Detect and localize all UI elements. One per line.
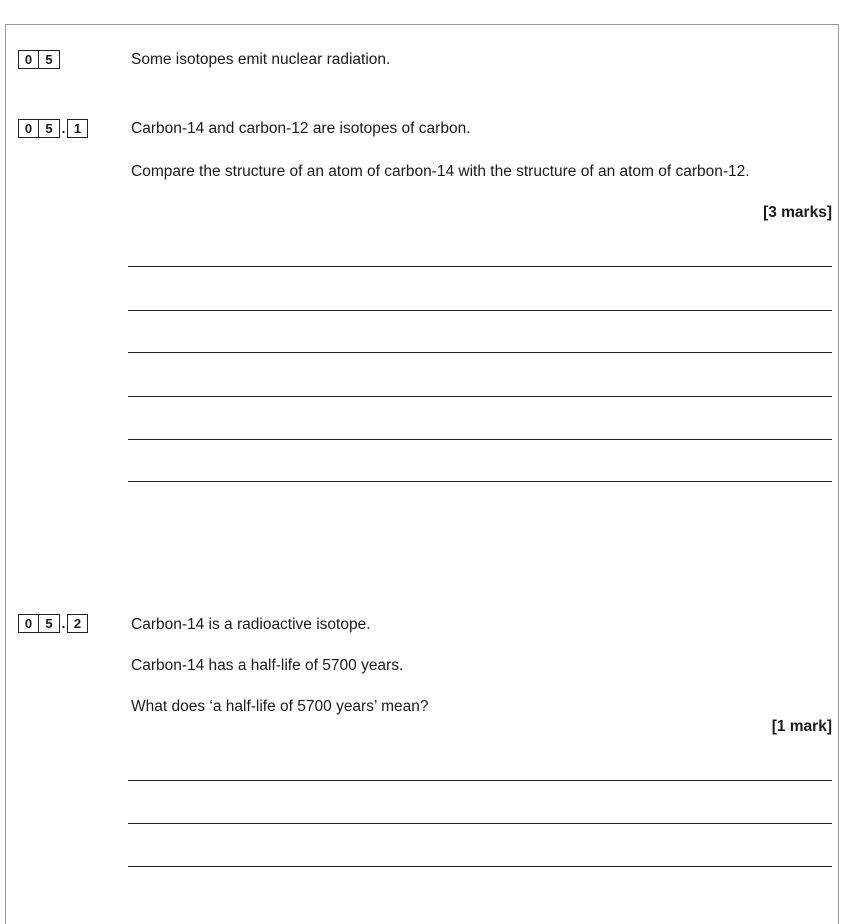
answer-line[interactable] <box>128 866 832 867</box>
question-05-1-statement: Carbon-14 and carbon-12 are isotopes of carbon. <box>131 120 471 137</box>
question-dot: . <box>61 615 66 631</box>
answer-line[interactable] <box>128 439 832 440</box>
answer-line[interactable] <box>128 823 832 824</box>
question-number-05-1 <box>18 119 88 138</box>
question-05-2-prompt: What does ‘a half-life of 5700 years’ mean? <box>131 698 429 715</box>
question-subdigit-box: 1 <box>67 119 88 138</box>
answer-line[interactable] <box>128 481 832 482</box>
exam-page <box>5 24 839 924</box>
question-digit-box: 5 <box>39 614 60 633</box>
answer-line[interactable] <box>128 266 832 267</box>
answer-line[interactable] <box>128 310 832 311</box>
question-05-1-prompt: Compare the structure of an atom of carbon-14 with the structure of an atom of carbon-12. <box>131 163 750 180</box>
answer-line[interactable] <box>128 396 832 397</box>
question-digit-box: 0 <box>18 119 39 138</box>
question-number-05 <box>18 50 60 69</box>
question-digit-box: 5 <box>39 50 60 69</box>
question-digit-box: 0 <box>18 50 39 69</box>
question-05-2-marks: [1 mark] <box>771 718 832 735</box>
question-digit-box: 0 <box>18 614 39 633</box>
question-05-intro: Some isotopes emit nuclear radiation. <box>131 51 391 68</box>
question-digit-box: 5 <box>39 119 60 138</box>
question-number-05-2 <box>18 614 88 633</box>
question-dot: . <box>61 120 66 136</box>
question-05-2-info: Carbon-14 has a half-life of 5700 years. <box>131 657 404 674</box>
question-05-2-statement: Carbon-14 is a radioactive isotope. <box>131 616 371 633</box>
question-subdigit-box: 2 <box>67 614 88 633</box>
answer-line[interactable] <box>128 352 832 353</box>
question-05-1-marks: [3 marks] <box>763 204 832 221</box>
answer-line[interactable] <box>128 780 832 781</box>
